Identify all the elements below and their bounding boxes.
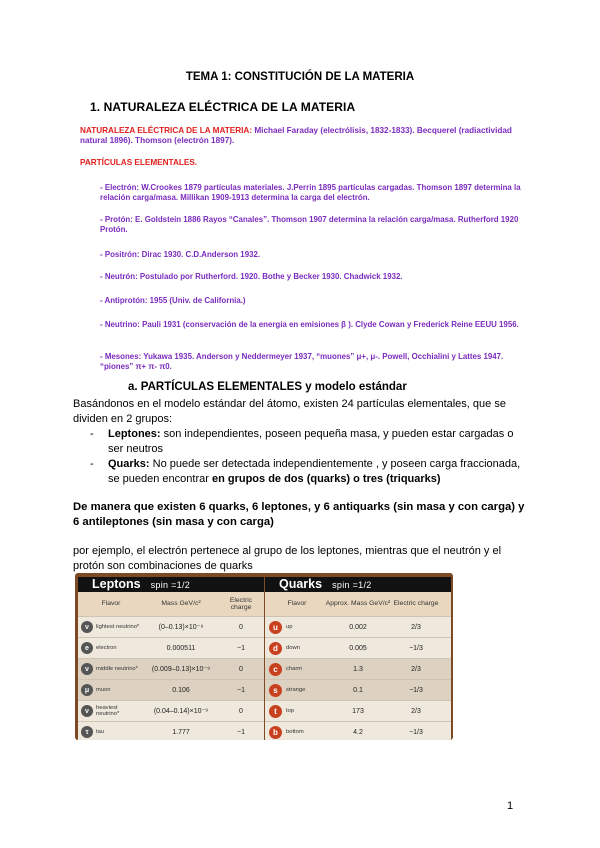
table-row bbox=[78, 721, 264, 740]
charge-cell: 2/3 bbox=[411, 707, 421, 715]
particle-symbol: τ bbox=[81, 726, 93, 738]
mass-cell: 0.1 bbox=[353, 686, 363, 694]
bullet-dash: - bbox=[90, 428, 94, 440]
item-proton: - Protón: E. Goldstein 1886 Rayos “Canales”. Thomson 1907 determina la relación carga/masa. Rutherford 1920 Protón. bbox=[100, 215, 519, 235]
table-row bbox=[78, 700, 264, 721]
bullet-quarks-bold: en grupos de dos (quarks) o tres (triquarks) bbox=[211, 472, 441, 485]
leptons-header bbox=[78, 577, 264, 592]
particle-name: heaviest neutrino* bbox=[96, 705, 120, 717]
intro-paragraph: Basándonos en el modelo estándar del átomo, existen 24 partículas elementales, que se dividen en 2 grupos: bbox=[73, 398, 506, 425]
mass-cell: 0.002 bbox=[349, 623, 367, 631]
mass-cell: 0.000511 bbox=[166, 644, 196, 652]
charge-cell: 0 bbox=[239, 707, 243, 715]
charge-cell: −1 bbox=[237, 728, 245, 736]
table-row bbox=[78, 658, 264, 679]
table-row bbox=[265, 700, 451, 721]
leptons-panel bbox=[78, 577, 264, 737]
item-positron: - Positrón: Dirac 1930. C.D.Anderson 1932. bbox=[100, 250, 261, 259]
particle-name: bottom bbox=[286, 729, 304, 735]
charge-cell: 0 bbox=[239, 623, 243, 631]
table-row bbox=[265, 679, 451, 700]
flavor-cell bbox=[265, 705, 325, 718]
particle-symbol: ν bbox=[81, 621, 93, 633]
particle-symbol: b bbox=[269, 726, 282, 739]
leptons-rows bbox=[78, 616, 264, 740]
particle-name: charm bbox=[286, 666, 303, 672]
col-flavor: Flavor bbox=[101, 600, 121, 608]
bullet-quarks bbox=[90, 457, 528, 486]
flavor-cell bbox=[78, 684, 141, 696]
particle-name: electron bbox=[96, 645, 117, 651]
quarks-title: Quarks bbox=[279, 577, 323, 591]
flavor-cell bbox=[78, 642, 141, 654]
quarks-column-headers bbox=[265, 592, 451, 616]
mass-cell: 173 bbox=[352, 707, 364, 715]
table-row bbox=[265, 721, 451, 740]
col-mass: Mass GeV/c² bbox=[161, 600, 201, 608]
item-neutrino: - Neutrino: Pauli 1931 (conservación de la energía en emisiones β ). Clyde Cowan y Frederick Reine EEUU 1956. bbox=[100, 320, 519, 329]
bullet-leptones bbox=[90, 427, 528, 456]
col-charge: Electric charge bbox=[229, 596, 253, 611]
particle-symbol: ν bbox=[81, 705, 93, 717]
charge-cell: −1/3 bbox=[409, 728, 423, 736]
particle-name: lightest neutrino* bbox=[96, 624, 140, 630]
charge-cell: −1/3 bbox=[409, 686, 423, 694]
charge-cell: 2/3 bbox=[411, 665, 421, 673]
table-row bbox=[265, 658, 451, 679]
flavor-cell bbox=[78, 621, 141, 633]
mass-cell: 4.2 bbox=[353, 728, 363, 736]
charge-cell: −1 bbox=[237, 644, 245, 652]
mass-cell: (0–0.13)×10⁻⁹ bbox=[158, 624, 204, 631]
particulas-label: PARTÍCULAS ELEMENTALES. bbox=[80, 158, 198, 167]
mass-cell: 0.005 bbox=[349, 644, 367, 652]
flavor-cell bbox=[78, 726, 141, 738]
item-electron: - Electrón: W.Crookes 1879 partículas materiales. J.Perrin 1895 partículas cargadas. Thomson 1897 determina la relación carga/masa. Millikan 1909-1913 determina la carga del electrón. bbox=[100, 183, 521, 203]
particle-symbol: d bbox=[269, 642, 282, 655]
item-mesones: - Mesones: Yukawa 1935. Anderson y Neddermeyer 1937, “muones” μ+, μ-. Powell, Occhialini y Lattes 1947. “piones” π+ π- π0. bbox=[100, 352, 504, 372]
mass-cell: 0.106 bbox=[172, 686, 190, 694]
table-row bbox=[78, 616, 264, 637]
table-row bbox=[78, 679, 264, 700]
section-heading-a: a. PARTÍCULAS ELEMENTALES y modelo estándar bbox=[128, 381, 407, 393]
flavor-cell bbox=[265, 642, 325, 655]
mass-cell: (0.009–0.13)×10⁻⁹ bbox=[151, 666, 211, 673]
bullet-quarks-text: No puede ser detectada independientemente , y poseen carga fraccionada, se pueden encontrar bbox=[108, 458, 521, 485]
particle-symbol: u bbox=[269, 621, 282, 634]
flavor-cell bbox=[78, 663, 141, 675]
particle-table-figure bbox=[75, 573, 453, 740]
natural-paragraph bbox=[80, 126, 520, 146]
particle-symbol: t bbox=[269, 705, 282, 718]
mass-cell: (0.04–0.14)×10⁻⁹ bbox=[153, 708, 209, 715]
particle-symbol: μ bbox=[81, 684, 93, 696]
particle-name: middle neutrino* bbox=[96, 666, 138, 672]
mass-cell: 1.3 bbox=[353, 665, 363, 673]
bold-paragraph: De manera que existen 6 quarks, 6 leptones, y 6 antiquarks (sin masa y con carga) y 6 antileptones (sin masa y con carga) bbox=[73, 501, 525, 528]
table-row bbox=[265, 616, 451, 637]
particle-symbol: ν bbox=[81, 663, 93, 675]
item-neutron: - Neutrón: Postulado por Rutherford. 1920. Bothe y Becker 1930. Chadwick 1932. bbox=[100, 272, 403, 281]
example-paragraph: por ejemplo, el electrón pertenece al grupo de los leptones, mientras que el neutrón y el protón son combinaciones de quarks bbox=[73, 545, 502, 572]
charge-cell: 2/3 bbox=[411, 623, 421, 631]
document-title: TEMA 1: CONSTITUCIÓN DE LA MATERIA bbox=[185, 71, 415, 83]
table-row bbox=[265, 637, 451, 658]
charge-cell: 0 bbox=[239, 665, 243, 673]
page-number: 1 bbox=[507, 800, 514, 812]
charge-cell: −1/3 bbox=[409, 644, 423, 652]
flavor-cell bbox=[78, 705, 141, 717]
table-row bbox=[78, 637, 264, 658]
col-flavor: Flavor bbox=[287, 600, 307, 608]
flavor-cell bbox=[265, 621, 325, 634]
particle-name: down bbox=[286, 645, 300, 651]
mass-cell: 1.777 bbox=[172, 728, 190, 736]
leptons-column-headers bbox=[78, 592, 264, 616]
col-charge: Electric charge bbox=[393, 600, 439, 608]
particle-name: tau bbox=[96, 729, 105, 735]
quarks-rows bbox=[265, 616, 451, 740]
quarks-spin: spin =1/2 bbox=[332, 580, 372, 590]
natural-label: NATURALEZA ELÉCTRICA DE LA MATERIA: bbox=[80, 126, 253, 135]
item-antiproton: - Antiprotón: 1955 (Univ. de California.) bbox=[100, 296, 246, 305]
natural-text: Michael Faraday (electrólisis, 1832-1833). Becquerel (radiactividad natural 1896). Thomson (electrón 1897). bbox=[80, 126, 512, 145]
flavor-cell bbox=[265, 663, 325, 676]
particle-name: up bbox=[286, 624, 293, 630]
col-mass: Approx. Mass GeV/c² bbox=[325, 600, 391, 608]
particle-name: muon bbox=[96, 687, 111, 693]
particle-name: strange bbox=[286, 687, 306, 693]
bullet-leptones-text: son independientes, poseen pequeña masa, y pueden estar cargadas o ser neutros bbox=[108, 428, 514, 455]
quarks-panel bbox=[265, 577, 451, 737]
flavor-cell bbox=[265, 684, 325, 697]
particle-symbol: s bbox=[269, 684, 282, 697]
flavor-cell bbox=[265, 726, 325, 739]
leptons-title: Leptons bbox=[92, 577, 141, 591]
bullet-quarks-label: Quarks: bbox=[108, 458, 150, 470]
leptons-spin: spin =1/2 bbox=[150, 580, 191, 590]
bullet-dash: - bbox=[90, 458, 94, 470]
quarks-header bbox=[265, 577, 451, 592]
particle-symbol: e bbox=[81, 642, 93, 654]
section-heading-1: 1. NATURALEZA ELÉCTRICA DE LA MATERIA bbox=[90, 100, 356, 114]
particle-name: top bbox=[286, 708, 295, 714]
particle-symbol: c bbox=[269, 663, 282, 676]
bullet-leptones-label: Leptones: bbox=[108, 428, 161, 440]
charge-cell: −1 bbox=[237, 686, 245, 694]
